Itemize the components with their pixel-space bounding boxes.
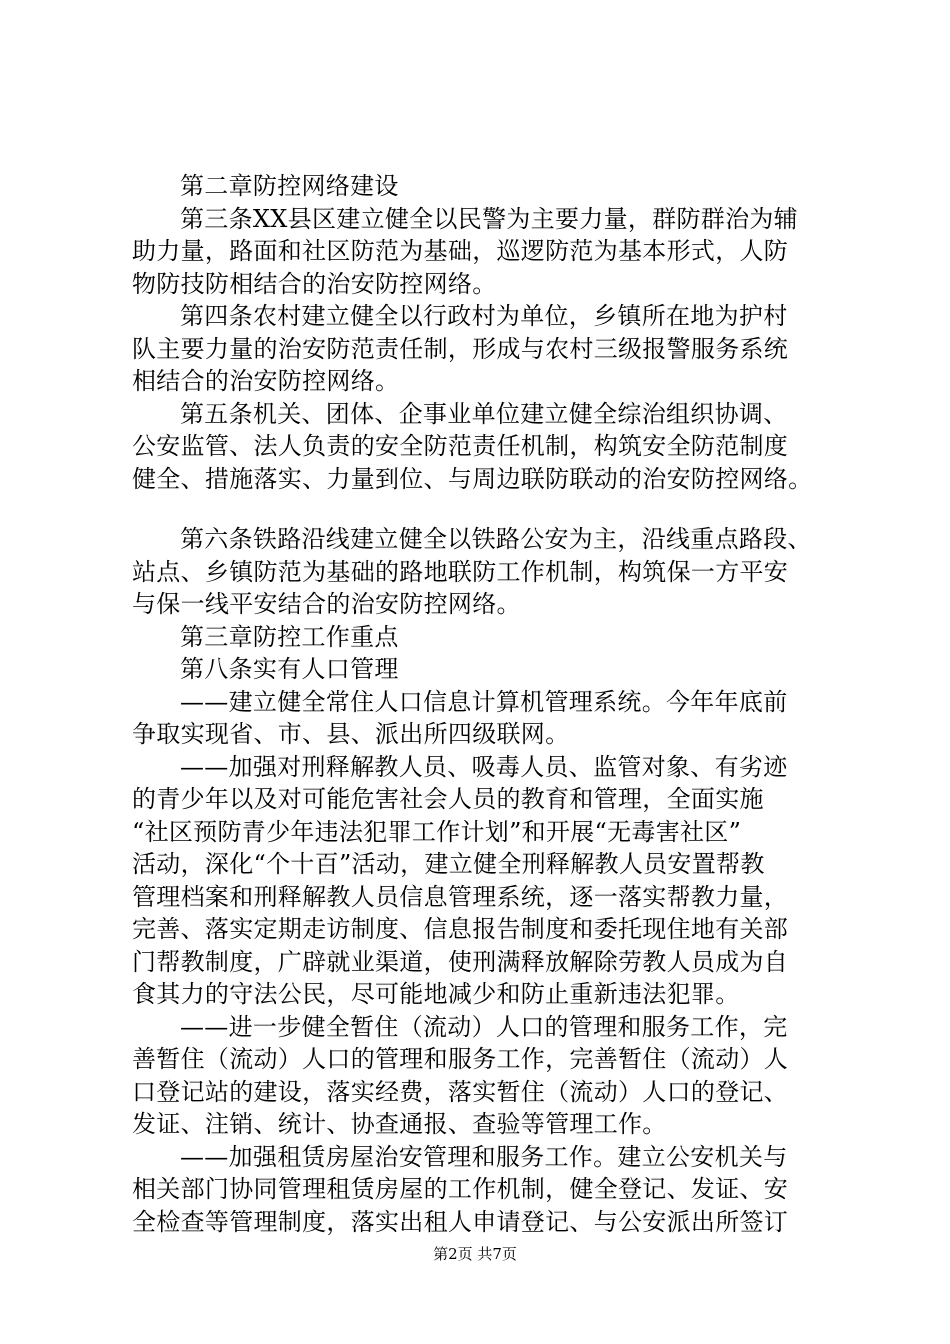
paragraph-line: “社区预防青少年违法犯罪工作计划”和开展“无毒害社区”: [132, 817, 742, 846]
paragraph-line: 活动，深化“个十百”活动，建立健全刑释解教人员安置帮教: [132, 850, 765, 878]
paragraph-line: 善暂住（流动）人口的管理和服务工作，完善暂住（流动）人: [132, 1045, 789, 1073]
article-heading: 第八条实有人口管理: [180, 655, 399, 683]
paragraph-line: ——加强租赁房屋治安管理和服务工作。建立公安机关与: [180, 1142, 788, 1171]
paragraph-line: 与保一线平安结合的治安防控网络。: [132, 590, 521, 618]
paragraph-line: 站点、乡镇防范为基础的路地联防工作机制，构筑保一方平安: [132, 557, 789, 586]
paragraph-line: ——加强对刑释解教人员、吸毒人员、监管对象、有劣迹: [180, 752, 788, 781]
paragraph-line: 第四条农村建立健全以行政村为单位，乡镇所在地为护村: [180, 302, 788, 330]
paragraph-line: 管理档案和刑释解教人员信息管理系统，逐一落实帮教力量，: [132, 882, 789, 911]
paragraph-line: 食其力的守法公民，尽可能地减少和防止重新违法犯罪。: [132, 980, 740, 1008]
page-number-footer: 第2页 共7页: [433, 1245, 517, 1263]
paragraph-line: 口登记站的建设，落实经费，落实暂住（流动）人口的登记、: [132, 1077, 789, 1106]
paragraph-line: 队主要力量的治安防范责任制，形成与农村三级报警服务系统: [132, 334, 789, 363]
paragraph-line: 公安监管、法人负责的安全防范责任机制，构筑安全防范制度: [132, 432, 789, 460]
paragraph-line: 第六条铁路沿线建立健全以铁路公安为主，沿线重点路段、: [180, 525, 812, 553]
paragraph-line: 争取实现省、市、县、派出所四级联网。: [132, 720, 570, 748]
paragraph-line: 物防技防相结合的治安防控网络。: [132, 269, 497, 298]
paragraph-line: 相结合的治安防控网络。: [132, 367, 400, 395]
paragraph-line: 全检查等管理制度，落实出租人申请登记、与公安派出所签订: [132, 1207, 789, 1236]
paragraph-gap: [132, 495, 832, 523]
paragraph-line: ——建立健全常住人口信息计算机管理系统。今年年底前: [180, 687, 788, 716]
paragraph-line: 的青少年以及对可能危害社会人员的教育和管理，全面实施: [132, 785, 764, 813]
paragraph-line: 助力量，路面和社区防范为基础，巡逻防范为基本形式，人防: [132, 237, 789, 265]
paragraph-line: 发证、注销、统计、协查通报、查验等管理工作。: [132, 1110, 667, 1138]
paragraph-line: 第三条XX县区建立健全以民警为主要力量，群防群治为辅: [180, 204, 798, 233]
paragraph-line: 相关部门协同管理租赁房屋的工作机制，健全登记、发证、安: [132, 1175, 789, 1203]
document-body: [132, 170, 832, 1238]
paragraph-line: ——进一步健全暂住（流动）人口的管理和服务工作，完: [180, 1012, 788, 1041]
paragraph-line: 第五条机关、团体、企事业单位建立健全综治组织协调、: [180, 399, 788, 428]
paragraph-line: 完善、落实定期走访制度、信息报告制度和委托现住地有关部: [132, 915, 789, 943]
chapter-heading: 第三章防控工作重点: [180, 622, 399, 651]
paragraph-line: 门帮教制度，广辟就业渠道，使刑满释放解除劳教人员成为自: [132, 947, 789, 976]
chapter-heading: 第二章防控网络建设: [180, 172, 399, 200]
paragraph-line: 健全、措施落实、力量到位、与周边联防联动的治安防控网络。: [132, 464, 813, 493]
